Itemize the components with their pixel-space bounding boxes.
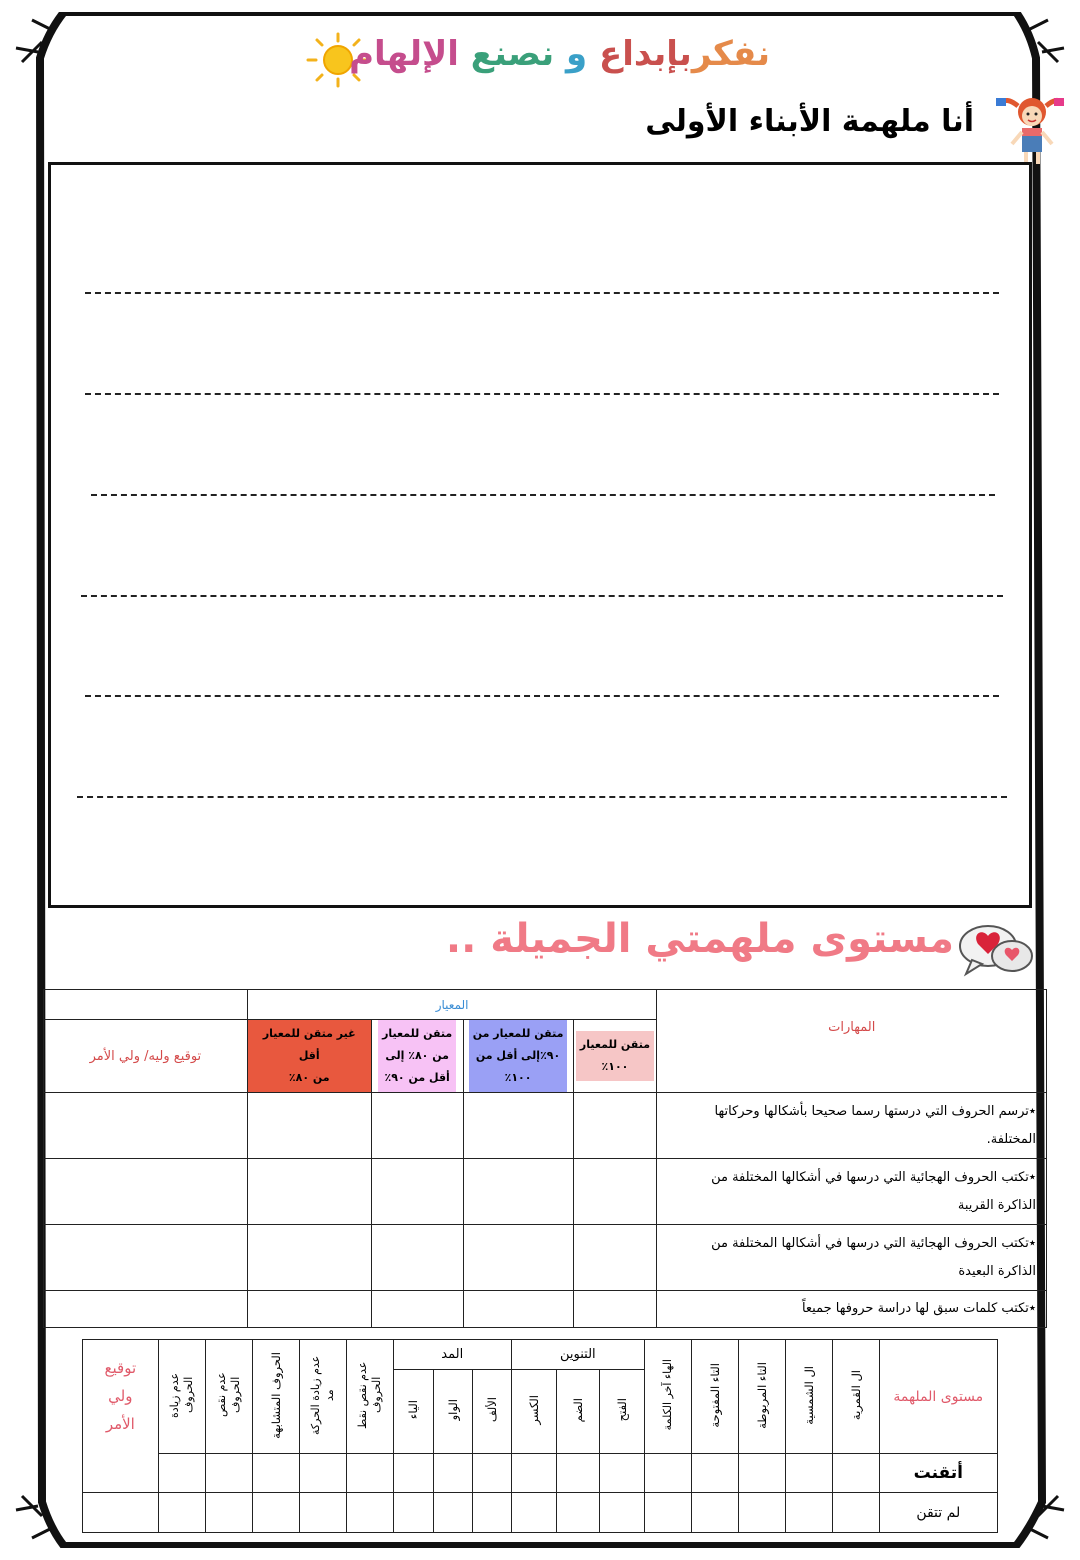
check-cell[interactable] <box>644 1454 691 1493</box>
rating-cell[interactable] <box>247 1159 371 1225</box>
skill-line: ٭تكتب كلمات سبق لها دراسة حروفها جميعاً <box>801 1301 1036 1316</box>
motto-word: بإبداع <box>599 34 692 74</box>
check-cell[interactable] <box>434 1493 473 1533</box>
check-cell[interactable] <box>738 1454 785 1493</box>
skill-line: الذاكرة القريبة <box>957 1197 1036 1213</box>
motto-word: الإلهام <box>349 34 459 74</box>
motto-word: نفكر <box>691 34 770 74</box>
check-cell[interactable] <box>691 1454 738 1493</box>
check-cell[interactable] <box>205 1454 252 1493</box>
criterion-badge <box>469 1020 568 1092</box>
header-motto <box>300 30 780 92</box>
motto-text <box>349 34 770 74</box>
signature-cell[interactable] <box>44 1291 248 1328</box>
column-label: الفتح <box>614 1398 629 1422</box>
check-cell[interactable] <box>599 1454 644 1493</box>
column-header <box>738 1340 785 1454</box>
rubric-table <box>43 989 1047 1328</box>
motto-word: و <box>566 34 588 74</box>
criterion-badge <box>576 1031 654 1081</box>
empty-cell <box>44 990 248 1020</box>
check-cell[interactable] <box>393 1493 434 1533</box>
rating-cell[interactable] <box>463 1291 573 1328</box>
column-label: الكسر <box>526 1395 541 1425</box>
level-title: مستوى ملهمتي الجميلة .. <box>445 916 954 962</box>
column-header <box>434 1370 473 1454</box>
check-cell[interactable] <box>473 1493 512 1533</box>
column-label: عدم نقص نقط الحروف <box>355 1361 383 1429</box>
skill-cell <box>657 1225 1047 1291</box>
motto-word: نصنع <box>470 34 555 74</box>
writing-box[interactable] <box>48 162 1032 908</box>
column-label: الحروف المتشابهة <box>268 1351 283 1439</box>
check-cell[interactable] <box>511 1493 556 1533</box>
column-header <box>644 1340 691 1454</box>
rating-cell[interactable] <box>371 1093 463 1159</box>
column-header <box>473 1370 512 1454</box>
check-cell[interactable] <box>785 1493 832 1533</box>
table-row <box>44 1093 1047 1159</box>
writing-line[interactable] <box>85 393 999 395</box>
skill-line: ٭ترسم الحروف التي درستها رسما صحيحا بأشكالها وحركاتها <box>714 1103 1036 1119</box>
check-cell[interactable] <box>473 1454 512 1493</box>
criterion-line: غير متقن للمعيار أقل <box>262 1027 356 1062</box>
check-cell[interactable] <box>393 1454 434 1493</box>
check-cell[interactable] <box>299 1493 346 1533</box>
check-cell[interactable] <box>785 1454 832 1493</box>
check-cell[interactable] <box>511 1454 556 1493</box>
column-header <box>393 1370 434 1454</box>
column-label: عدم نقص الحروف <box>214 1372 242 1418</box>
rating-cell[interactable] <box>247 1225 371 1291</box>
table-row <box>44 1291 1047 1328</box>
criterion-line: ١٠٠٪ <box>504 1071 532 1084</box>
rating-cell[interactable] <box>573 1093 657 1159</box>
column-label: الواو <box>446 1399 461 1421</box>
table-row <box>44 1225 1047 1291</box>
rating-cell[interactable] <box>463 1159 573 1225</box>
column-label: الياء <box>406 1400 421 1420</box>
writing-line[interactable] <box>85 695 999 697</box>
check-cell[interactable] <box>556 1493 599 1533</box>
column-header <box>599 1370 644 1454</box>
check-cell[interactable] <box>346 1493 393 1533</box>
check-cell[interactable] <box>252 1454 299 1493</box>
level-header: مستوى الملهمة <box>879 1340 997 1454</box>
rating-cell[interactable] <box>247 1093 371 1159</box>
girl-clipart-icon <box>992 92 1066 166</box>
column-label: عدم زيادة الحركة مد <box>308 1355 336 1435</box>
column-label: ال القمرية <box>848 1369 863 1421</box>
skills-header: المهارات <box>657 990 1047 1093</box>
signature-cell[interactable] <box>44 1225 248 1291</box>
check-cell[interactable] <box>252 1493 299 1533</box>
criterion-line: متقن للمعيار <box>382 1027 453 1040</box>
column-label: التاء المربوطة <box>754 1361 769 1429</box>
rating-cell[interactable] <box>371 1225 463 1291</box>
task-title: أنا ملهمة الأبناء الأولى <box>645 104 974 139</box>
column-header <box>785 1340 832 1454</box>
check-cell[interactable] <box>205 1493 252 1533</box>
skill-cell <box>657 1093 1047 1159</box>
criterion-line: من ٨٠٪ <box>288 1071 330 1084</box>
check-cell[interactable] <box>738 1493 785 1533</box>
column-header <box>556 1370 599 1454</box>
skill-cell <box>657 1291 1047 1328</box>
criterion-cell <box>371 1020 463 1093</box>
criterion-line: متقن للمعيار <box>579 1038 651 1051</box>
signature-label: توقيع ولي الأمر <box>104 1359 137 1433</box>
column-label: ال الشمسية <box>801 1365 816 1425</box>
check-cell[interactable] <box>832 1454 879 1493</box>
column-header <box>158 1340 205 1454</box>
table-row <box>44 1159 1047 1225</box>
rating-cell[interactable] <box>247 1291 371 1328</box>
criterion-badge <box>248 1020 371 1092</box>
criterion-line: ١٠٠٪ <box>601 1060 629 1073</box>
signature-header <box>83 1340 159 1493</box>
heart-chat-icon <box>958 922 1036 980</box>
signature-cell[interactable] <box>44 1159 248 1225</box>
skill-line: ٭تكتب الحروف الهجائية التي درسها في أشكالها المختلفة من <box>711 1235 1036 1251</box>
tanween-header: التنوين <box>511 1340 644 1370</box>
column-header <box>511 1370 556 1454</box>
column-label: الألف <box>485 1397 500 1423</box>
check-cell[interactable] <box>644 1493 691 1533</box>
writing-line[interactable] <box>91 494 995 496</box>
table-row <box>83 1493 998 1533</box>
rating-cell[interactable] <box>463 1093 573 1159</box>
check-cell[interactable] <box>691 1493 738 1533</box>
rating-cell[interactable] <box>573 1291 657 1328</box>
criterion-line: أقل من ٩٠٪ <box>384 1071 450 1084</box>
skill-line: المختلفة. <box>986 1131 1036 1147</box>
rating-cell[interactable] <box>463 1225 573 1291</box>
column-header <box>691 1340 738 1454</box>
column-header <box>252 1340 299 1454</box>
criterion-cell <box>463 1020 573 1093</box>
rating-cell[interactable] <box>371 1291 463 1328</box>
check-cell[interactable] <box>158 1493 205 1533</box>
check-cell[interactable] <box>434 1454 473 1493</box>
check-cell[interactable] <box>158 1454 205 1493</box>
skill-cell <box>657 1159 1047 1225</box>
column-label: التاء المفتوحة <box>707 1362 722 1428</box>
checklist-table <box>82 1339 998 1533</box>
rating-cell[interactable] <box>573 1225 657 1291</box>
column-header <box>205 1340 252 1454</box>
writing-line[interactable] <box>85 292 999 294</box>
signature-cell[interactable] <box>83 1493 159 1533</box>
writing-line[interactable] <box>77 796 1007 798</box>
column-label: الضم <box>570 1397 585 1423</box>
column-header <box>299 1340 346 1454</box>
madd-header: المد <box>393 1340 511 1370</box>
criterion-line: ٩٠٪إلى أقل من <box>475 1049 561 1062</box>
criterion-cell <box>247 1020 371 1093</box>
skill-line: الذاكرة البعيدة <box>958 1263 1036 1279</box>
row-label: لم تتقن <box>879 1493 997 1533</box>
check-cell[interactable] <box>299 1454 346 1493</box>
criterion-line: متقن للمعيار من <box>472 1027 564 1040</box>
check-cell[interactable] <box>599 1493 644 1533</box>
criteria-header: المعيار <box>247 990 657 1020</box>
check-cell[interactable] <box>346 1454 393 1493</box>
check-cell[interactable] <box>832 1493 879 1533</box>
column-header <box>346 1340 393 1454</box>
column-header <box>832 1340 879 1454</box>
column-label: الهاء آخر الكلمة <box>660 1359 674 1431</box>
rating-cell[interactable] <box>371 1159 463 1225</box>
criterion-line: من ٨٠٪ إلى <box>385 1049 449 1062</box>
criterion-cell <box>573 1020 657 1093</box>
rating-cell[interactable] <box>573 1159 657 1225</box>
signature-cell[interactable] <box>44 1093 248 1159</box>
table-row <box>83 1454 998 1493</box>
check-cell[interactable] <box>556 1454 599 1493</box>
column-label: عدم زيادة الحروف <box>167 1372 195 1418</box>
criterion-badge <box>378 1020 456 1092</box>
writing-line[interactable] <box>81 595 1003 597</box>
row-label: أتقنت <box>879 1454 997 1493</box>
signature-header: توقيع وليه/ ولي الأمر <box>44 1020 248 1093</box>
skill-line: ٭تكتب الحروف الهجائية التي درسها في أشكالها المختلفة من <box>711 1169 1036 1185</box>
